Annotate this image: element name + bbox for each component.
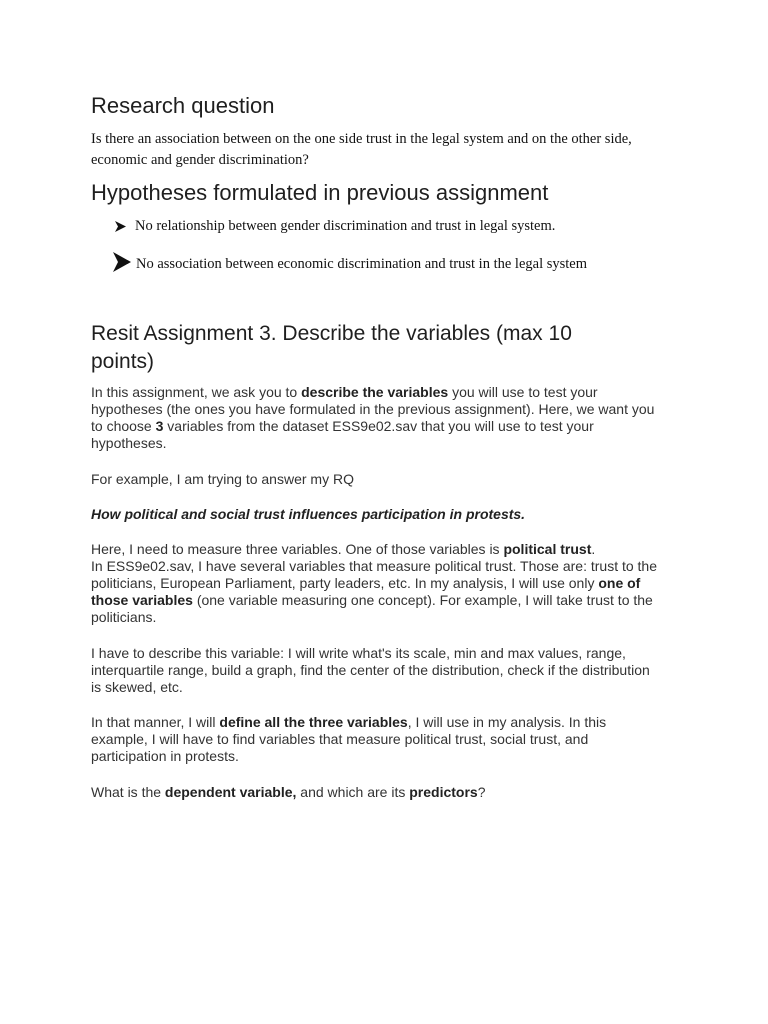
- text-line: politicians.: [91, 609, 157, 625]
- text-span: variables from the dataset ESS9e02.sav that you will use to test your: [163, 418, 594, 434]
- text-line: hypotheses (the ones you have formulated in the previous assignment). Here, we want you: [91, 401, 655, 417]
- assignment-heading: [91, 320, 572, 376]
- example-intro: For example, I am trying to answer my RQ: [91, 471, 354, 487]
- research-question-text: [91, 129, 632, 171]
- bold-text: those variables: [91, 592, 193, 608]
- text-span: What is the: [91, 784, 165, 800]
- assignment-heading-line: points): [91, 350, 155, 373]
- hypothesis-text: No association between economic discrimination and trust in the legal system: [136, 256, 588, 272]
- text-span: (one variable measuring one concept). For example, I will take trust to the: [192, 592, 653, 608]
- research-question-line: Is there an association between on the one side trust in the legal system and on the other side,: [91, 131, 632, 147]
- text-span: to choose: [91, 418, 156, 434]
- text-span: , I will use in my analysis. In this: [407, 714, 607, 730]
- describe-variable-paragraph: [91, 645, 650, 696]
- bold-text: 3: [155, 418, 164, 434]
- text-span: and which are its: [296, 784, 410, 800]
- bold-text: dependent variable,: [164, 784, 297, 800]
- hypothesis-item: [115, 216, 555, 237]
- research-question-heading: Research question: [91, 93, 275, 118]
- text-line: In ESS9e02.sav, I have several variables that measure political trust. Those are: trust to the: [91, 558, 657, 574]
- assignment-heading-line: Resit Assignment 3. Describe the variables (max 10: [91, 322, 572, 345]
- hypothesis-item: [113, 251, 587, 272]
- text-line: I have to describe this variable: I will write what's its scale, min and max values, range,: [91, 645, 626, 661]
- text-span: politicians, European Parliament, party leaders, etc. In my analysis, I will use only: [91, 575, 599, 591]
- bold-text: political trust: [503, 541, 592, 557]
- arrow-bullet-icon: [113, 252, 131, 272]
- hypotheses-heading: Hypotheses formulated in previous assignment: [91, 180, 549, 205]
- text-span: In this assignment, we ask you to: [91, 384, 302, 400]
- text-line: hypotheses.: [91, 435, 167, 451]
- intro-paragraph: [91, 384, 654, 452]
- bold-text: describe the variables: [301, 384, 449, 400]
- bold-text: define all the three variables: [219, 714, 408, 730]
- text-span: In that manner, I will: [91, 714, 220, 730]
- closing-question: [91, 784, 486, 801]
- hypothesis-text: No relationship between gender discrimination and trust in legal system.: [135, 218, 556, 234]
- define-variables-paragraph: [91, 714, 606, 765]
- text-line: example, I will have to find variables that measure political trust, social trust, and: [91, 731, 589, 747]
- bold-text: predictors: [409, 784, 478, 800]
- text-span: ?: [477, 784, 486, 800]
- text-line: is skewed, etc.: [91, 679, 183, 695]
- bold-text: one of: [598, 575, 641, 591]
- text-span: .: [591, 541, 596, 557]
- measurement-paragraph: [91, 541, 657, 626]
- example-research-question: How political and social trust influences participation in protests.: [91, 506, 526, 522]
- text-line: interquartile range, build a graph, find the center of the distribution, check if the distribution: [91, 662, 650, 678]
- text-span: Here, I need to measure three variables. One of those variables is: [91, 541, 504, 557]
- research-question-line: economic and gender discrimination?: [91, 152, 309, 168]
- text-span: you will use to test your: [448, 384, 598, 400]
- text-line: participation in protests.: [91, 748, 239, 764]
- arrow-bullet-icon: [115, 221, 126, 232]
